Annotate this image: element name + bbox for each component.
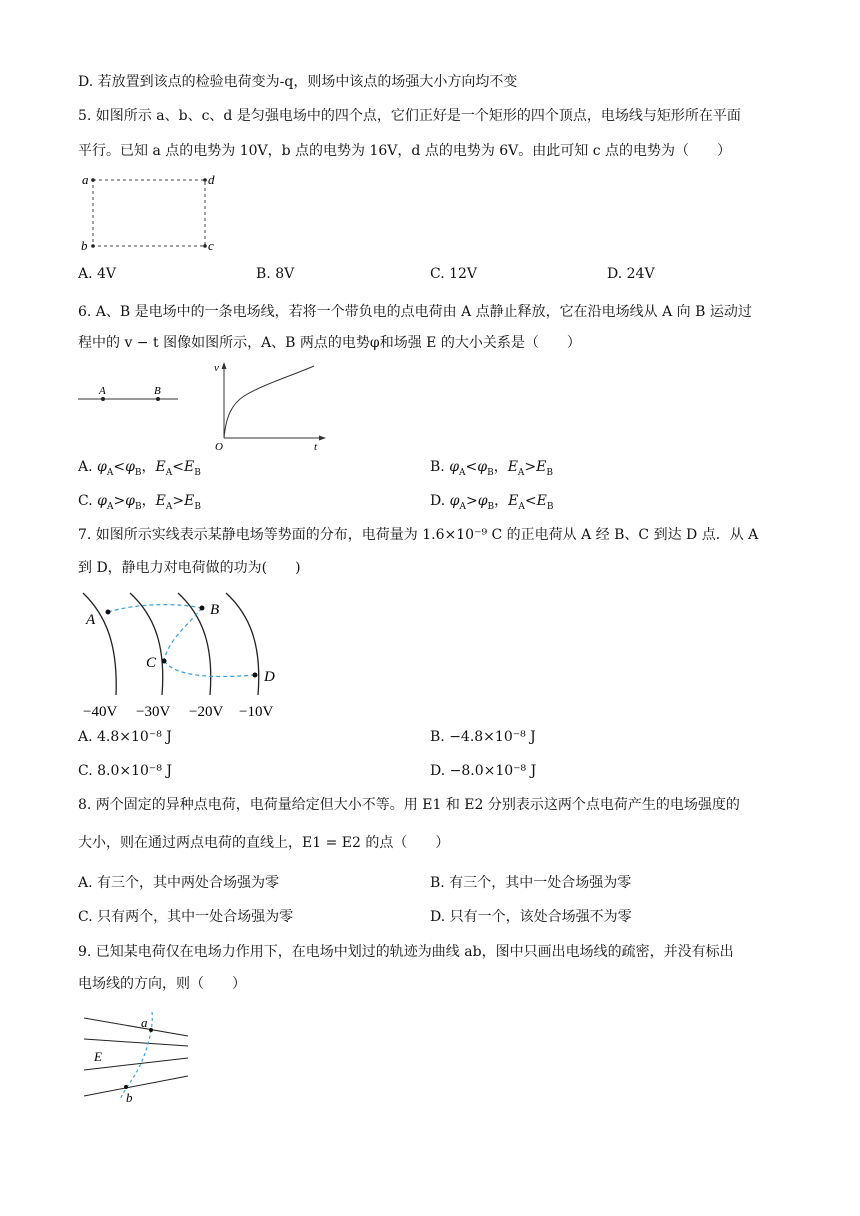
q6-label-v: v [214,362,219,374]
q7-potential-2: −30V [136,704,171,720]
q8-option-a: A. 有三个，其中两处合场强为零 [78,875,280,891]
q9-label-a: a [141,1015,148,1030]
q7-label-a: A [86,612,96,628]
q7-option-b: B. −4.8×10⁻⁸ J [430,729,536,745]
q6-option-c: C. $\varphi_A>\varphi_B$，$E_A>E_B$ [78,493,201,512]
q5-label-c: c [208,238,214,253]
q5-rectangle-figure [78,170,218,253]
q7-option-c: C. 8.0×10⁻⁸ J [78,763,172,779]
q8-stem-line2: 大小，则在通过两点电荷的直线上，E1 = E2 的点（ ） [78,835,450,851]
q7-option-a: A. 4.8×10⁻⁸ J [78,729,172,745]
q6-label-b: B [154,385,161,397]
q6-option-a: A. $\varphi_A<\varphi_B$，$E_A<E_B$ [78,459,201,478]
q6-field-line-figure [78,382,188,412]
q8-option-c: C. 只有两个，其中一处合场强为零 [78,909,294,925]
q7-equipotential-figure [78,585,298,725]
q7-option-d: D. −8.0×10⁻⁸ J [430,763,537,779]
q5-label-a: a [82,172,89,187]
q5-stem-line1: 5. 如图所示 a、b、c、d 是匀强电场中的四个点，它们正好是一个矩形的四个顶点，电场线与矩形所在平面 [78,108,741,124]
q5-label-d: d [208,172,215,187]
q5-option-a: A. 4V [78,266,117,282]
q5-option-c: C. 12V [430,266,478,282]
q7-label-b: B [210,602,220,618]
q7-stem-line2: 到 D，静电力对电荷做的功为( ) [78,560,301,576]
q6-option-b: B. $\varphi_A<\varphi_B$，$E_A>E_B$ [430,459,554,478]
q7-label-d: D [264,669,275,685]
q7-stem-line1: 7. 如图所示实线表示某静电场等势面的分布，电荷量为 1.6×10⁻⁹ C 的正电荷从 A 经 B、C 到达 D 点．从 A [78,527,759,543]
q5-label-b: b [81,238,88,253]
q9-label-b: b [126,1090,133,1105]
q8-option-b: B. 有三个，其中一处合场强为零 [430,875,632,891]
q6-stem-line2: 程中的 v − t 图像如图所示，A、B 两点的电势φ和场强 E 的大小关系是（ ） [78,335,581,351]
q6-option-d: D. $\varphi_A>\varphi_B$，$E_A<E_B$ [430,493,554,512]
q9-label-e: E [94,1049,102,1064]
q7-potential-4: −10V [239,704,274,720]
q7-potential-3: −20V [189,704,224,720]
q5-option-b: B. 8V [256,266,295,282]
q9-trajectory-figure [78,1008,198,1108]
q6-label-o: O [215,441,223,453]
q5-option-d: D. 24V [607,266,655,282]
q5-stem-line2: 平行。已知 a 点的电势为 10V，b 点的电势为 16V，d 点的电势为 6V。由此可知 c 点的电势为（ ） [78,143,732,159]
q6-stem-line1: 6. A、B 是电场中的一条电场线，若将一个带负电的点电荷由 A 点静止释放，它在沿电场线从 A 向 B 运动过 [78,304,752,320]
q6-vt-graph [210,358,330,453]
q8-option-d: D. 只有一个，该处合场强不为零 [430,909,632,925]
q6-label-t: t [314,441,318,453]
q6-label-a: A [99,385,106,397]
q7-potential-1: −40V [83,704,118,720]
q9-stem-line2: 电场线的方向，则（ ） [78,976,246,992]
q4-option-d: D. 若放置到该点的检验电荷变为-q，则场中该点的场强大小方向均不变 [78,74,518,90]
q7-label-c: C [146,655,157,671]
q9-stem-line1: 9. 已知某电荷仅在电场力作用下，在电场中划过的轨迹为曲线 ab，图中只画出电场线的疏密，并没有标出 [78,944,734,960]
q8-stem-line1: 8. 两个固定的异种点电荷，电荷量给定但大小不等。用 E1 和 E2 分别表示这两个点电荷产生的电场强度的 [78,797,740,813]
